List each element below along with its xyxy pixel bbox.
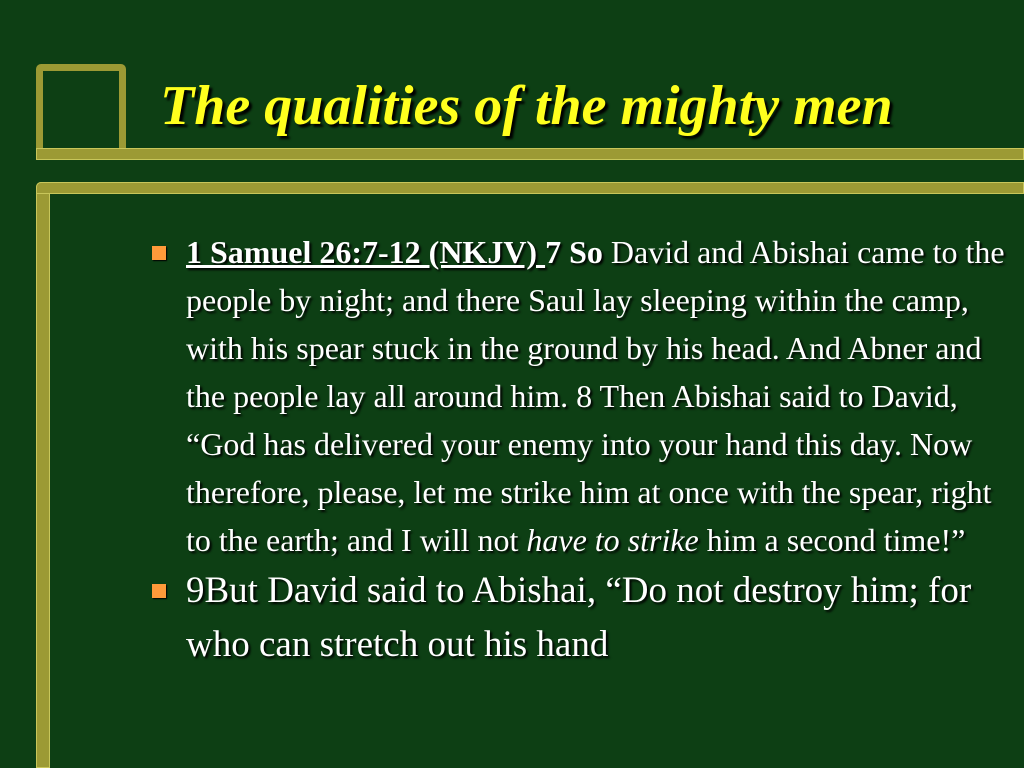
corner-box-outline <box>36 64 126 160</box>
bullet-item-1 <box>148 228 1008 564</box>
bullet-text: 9But David said to Abishai, “Do not destroy him; for who can stretch out his hand <box>186 570 972 665</box>
second-horizontal-frame-line <box>36 182 1024 194</box>
slide-title: The qualities of the mighty men <box>160 75 893 137</box>
verse-text-end: him a second time!” <box>698 522 966 558</box>
vertical-frame-line <box>36 182 50 768</box>
square-bullet-icon <box>152 584 166 598</box>
top-horizontal-frame-line <box>36 148 1024 160</box>
square-bullet-icon <box>152 246 166 260</box>
bullet-item-2 <box>148 564 1008 672</box>
verse-italic-text: have to strike <box>526 522 699 558</box>
verse-start: 7 So <box>545 234 603 270</box>
scripture-reference: 1 Samuel 26:7-12 (NKJV) <box>186 234 546 270</box>
verse-text: David and Abishai came to the people by night; and there Saul lay sleeping within the camp, with his spear stuck in the ground by his head. And Abner and the people lay all around him. 8 Then Abishai said to David, “God has delivered your enemy into your hand this day. Now therefore, please, let me strike him at once with the spear, right to the earth; and I will not <box>186 234 1005 558</box>
slide-content <box>148 228 1008 768</box>
